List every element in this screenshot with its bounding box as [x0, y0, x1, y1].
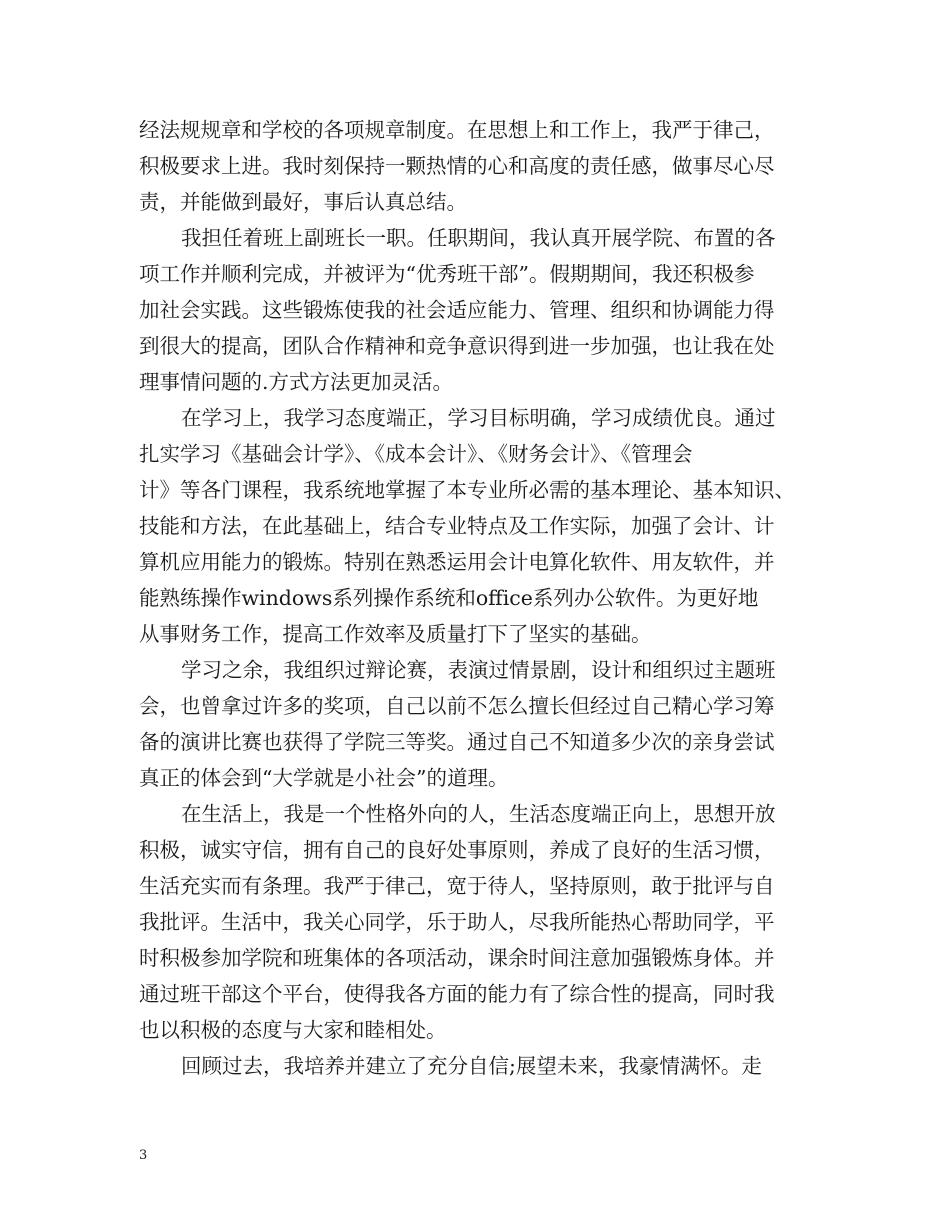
text-line: 经法规规章和学校的各项规章制度。在思想上和工作上，我严于律己， — [139, 118, 775, 142]
text-line: 在学习上，我学习态度端正，学习目标明确，学习成绩优良。通过 — [181, 406, 776, 430]
text-line: 也以积极的态度与大家和睦相处。 — [139, 1018, 447, 1042]
text-line: 计》等各门课程，我系统地掌握了本专业所必需的基本理论、基本知识、 — [139, 478, 795, 502]
text-line: 会，也曾拿过许多的奖项，自己以前不怎么擅长但经过自己精心学习筹 — [139, 694, 775, 718]
text-line: 技能和方法，在此基础上，结合专业特点及工作实际，加强了会计、计 — [139, 514, 775, 538]
text-line: 加社会实践。这些锻炼使我的社会适应能力、管理、组织和协调能力得 — [139, 298, 775, 322]
text-line: 在生活上，我是一个性格外向的人，生活态度端正向上，思想开放 — [181, 802, 776, 826]
body-text — [139, 112, 829, 1084]
text-line: 理事情问题的.方式方法更加灵活。 — [139, 370, 454, 394]
text-line: 能熟练操作windows系列操作系统和office系列办公软件。为更好地 — [139, 586, 759, 610]
text-line: 我批评。生活中，我关心同学，乐于助人，尽我所能热心帮助同学，平 — [139, 910, 775, 934]
text-line: 到很大的提高，团队合作精神和竞争意识得到进一步加强，也让我在处 — [139, 334, 775, 358]
text-line: 项工作并顺利完成，并被评为“优秀班干部”。假期期间，我还积极参 — [139, 262, 755, 286]
text-line: 通过班干部这个平台，使得我各方面的能力有了综合性的提高，同时我 — [139, 982, 775, 1006]
page-number: 3 — [139, 1148, 148, 1163]
text-line: 扎实学习《基础会计学》、《成本会计》、《财务会计》、《管理会 — [139, 442, 693, 466]
text-line: 备的演讲比赛也获得了学院三等奖。通过自己不知道多少次的亲身尝试 — [139, 730, 775, 754]
text-line: 算机应用能力的锻炼。特别在熟悉运用会计电算化软件、用友软件，并 — [139, 550, 775, 574]
text-line: 从事财务工作，提高工作效率及质量打下了坚实的基础。 — [139, 622, 652, 646]
text-line: 生活充实而有条理。我严于律己，宽于待人，坚持原则，敢于批评与自 — [139, 874, 775, 898]
text-line: 真正的体会到“大学就是小社会”的道理。 — [139, 766, 509, 790]
text-line: 责，并能做到最好，事后认真总结。 — [139, 190, 467, 214]
text-line: 回顾过去，我培养并建立了充分自信;展望未来，我豪情满怀。走 — [181, 1054, 762, 1078]
text-line: 时积极参加学院和班集体的各项活动，课余时间注意加强锻炼身体。并 — [139, 946, 775, 970]
text-line: 积极要求上进。我时刻保持一颗热情的心和高度的责任感，做事尽心尽 — [139, 154, 775, 178]
text-line: 学习之余，我组织过辩论赛，表演过情景剧，设计和组织过主题班 — [181, 658, 776, 682]
text-line: 积极，诚实守信，拥有自己的良好处事原则，养成了良好的生活习惯， — [139, 838, 775, 862]
text-line: 我担任着班上副班长一职。任职期间，我认真开展学院、布置的各 — [181, 226, 776, 250]
